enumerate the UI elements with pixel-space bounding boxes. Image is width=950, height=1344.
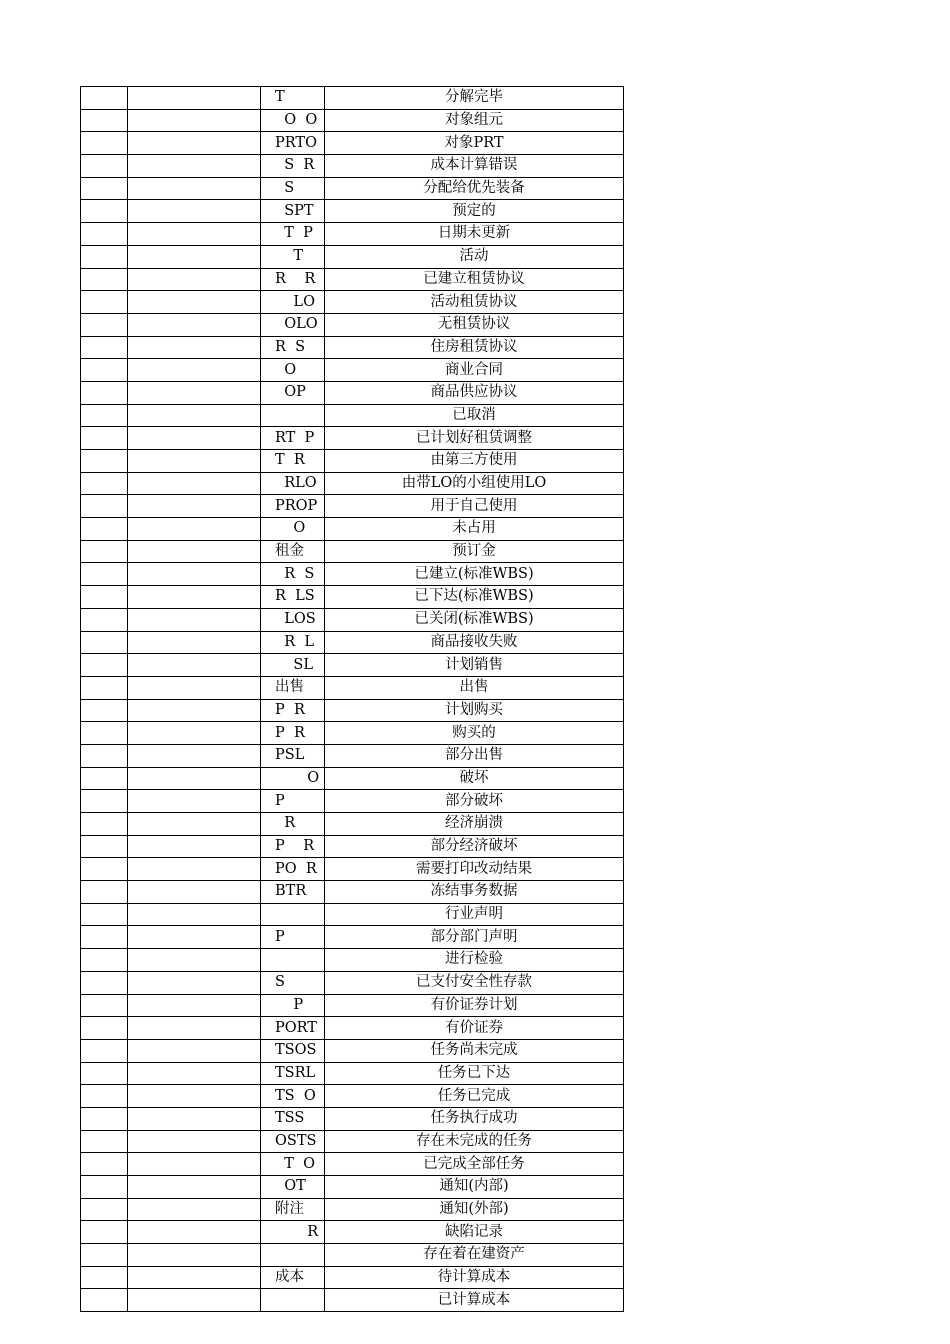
status-description-cell[interactable]: 需要打印改动结果 xyxy=(325,858,624,881)
status-description-cell[interactable]: 已计算成本 xyxy=(325,1289,624,1312)
status-code-cell[interactable]: PRTO xyxy=(261,132,325,155)
status-description-cell[interactable]: 已下达(标准WBS) xyxy=(325,586,624,609)
table-row xyxy=(81,767,624,790)
status-code-cell[interactable]: T xyxy=(261,245,325,268)
empty-cell[interactable] xyxy=(128,971,261,994)
status-code-cell[interactable]: PO R xyxy=(261,858,325,881)
empty-cell[interactable] xyxy=(128,336,261,359)
row-index-cell[interactable] xyxy=(81,790,128,813)
status-description-cell[interactable]: 活动 xyxy=(325,245,624,268)
status-code-cell[interactable] xyxy=(261,404,325,427)
row-index-cell[interactable] xyxy=(81,427,128,450)
empty-cell[interactable] xyxy=(128,518,261,541)
status-description-cell[interactable]: 成本计算错误 xyxy=(325,155,624,178)
table-row xyxy=(81,858,624,881)
status-description-cell[interactable]: 分配给优先装备 xyxy=(325,177,624,200)
status-code-cell[interactable]: R LS xyxy=(261,586,325,609)
status-description-cell[interactable]: 用于自己使用 xyxy=(325,495,624,518)
table-row xyxy=(81,1130,624,1153)
table-row xyxy=(81,336,624,359)
status-description-cell[interactable]: 已取消 xyxy=(325,404,624,427)
status-code-cell[interactable] xyxy=(261,903,325,926)
table-row xyxy=(81,1062,624,1085)
empty-cell[interactable] xyxy=(128,404,261,427)
status-description-cell[interactable]: 出售 xyxy=(325,676,624,699)
row-index-cell[interactable] xyxy=(81,722,128,745)
row-index-cell[interactable] xyxy=(81,971,128,994)
empty-cell[interactable] xyxy=(128,223,261,246)
table-row xyxy=(81,994,624,1017)
table-row xyxy=(81,1289,624,1312)
row-index-cell[interactable] xyxy=(81,1153,128,1176)
status-code-cell[interactable]: BTR xyxy=(261,881,325,904)
status-description-cell[interactable]: 已建立(标准WBS) xyxy=(325,563,624,586)
status-table-body xyxy=(81,87,624,1312)
row-index-cell[interactable] xyxy=(81,495,128,518)
empty-cell[interactable] xyxy=(128,949,261,972)
table-row xyxy=(81,200,624,223)
status-description-cell[interactable]: 无租赁协议 xyxy=(325,313,624,336)
row-index-cell[interactable] xyxy=(81,1198,128,1221)
status-description-cell[interactable]: 购买的 xyxy=(325,722,624,745)
row-index-cell[interactable] xyxy=(81,858,128,881)
row-index-cell[interactable] xyxy=(81,404,128,427)
status-description-cell[interactable]: 任务执行成功 xyxy=(325,1107,624,1130)
status-code-cell[interactable] xyxy=(261,1289,325,1312)
status-description-cell[interactable]: 对象PRT xyxy=(325,132,624,155)
status-code-cell[interactable]: P xyxy=(261,790,325,813)
status-code-cell[interactable]: P xyxy=(261,926,325,949)
table-row xyxy=(81,109,624,132)
table-row xyxy=(81,631,624,654)
row-index-cell[interactable] xyxy=(81,223,128,246)
table-row xyxy=(81,881,624,904)
empty-cell[interactable] xyxy=(128,1039,261,1062)
status-code-cell[interactable]: T R xyxy=(261,450,325,473)
status-description-cell[interactable]: 任务尚未完成 xyxy=(325,1039,624,1062)
row-index-cell[interactable] xyxy=(81,313,128,336)
status-description-cell[interactable]: 商业合同 xyxy=(325,359,624,382)
status-code-cell[interactable]: 出售 xyxy=(261,676,325,699)
status-description-cell[interactable]: 存在着在建资产 xyxy=(325,1244,624,1267)
row-index-cell[interactable] xyxy=(81,1130,128,1153)
row-index-cell[interactable] xyxy=(81,268,128,291)
status-code-cell[interactable]: PROP xyxy=(261,495,325,518)
empty-cell[interactable] xyxy=(128,313,261,336)
row-index-cell[interactable] xyxy=(81,336,128,359)
table-row xyxy=(81,926,624,949)
status-code-cell[interactable]: P R xyxy=(261,699,325,722)
status-description-cell[interactable]: 经济崩溃 xyxy=(325,813,624,836)
empty-cell[interactable] xyxy=(128,1221,261,1244)
status-code-cell[interactable]: PSL xyxy=(261,744,325,767)
row-index-cell[interactable] xyxy=(81,994,128,1017)
empty-cell[interactable] xyxy=(128,1244,261,1267)
table-row xyxy=(81,1107,624,1130)
row-index-cell[interactable] xyxy=(81,926,128,949)
status-description-cell[interactable]: 住房租赁协议 xyxy=(325,336,624,359)
status-description-cell[interactable]: 未占用 xyxy=(325,518,624,541)
row-index-cell[interactable] xyxy=(81,359,128,382)
empty-cell[interactable] xyxy=(128,1107,261,1130)
status-code-cell[interactable] xyxy=(261,949,325,972)
table-row xyxy=(81,495,624,518)
status-description-cell[interactable]: 计划销售 xyxy=(325,654,624,677)
table-row xyxy=(81,586,624,609)
row-index-cell[interactable] xyxy=(81,1062,128,1085)
status-description-cell[interactable]: 由第三方使用 xyxy=(325,450,624,473)
empty-cell[interactable] xyxy=(128,200,261,223)
row-index-cell[interactable] xyxy=(81,381,128,404)
table-row xyxy=(81,404,624,427)
empty-cell[interactable] xyxy=(128,427,261,450)
status-description-cell[interactable]: 已完成全部任务 xyxy=(325,1153,624,1176)
status-description-cell[interactable]: 任务已下达 xyxy=(325,1062,624,1085)
table-row xyxy=(81,971,624,994)
empty-cell[interactable] xyxy=(128,155,261,178)
row-index-cell[interactable] xyxy=(81,291,128,314)
table-row xyxy=(81,813,624,836)
row-index-cell[interactable] xyxy=(81,903,128,926)
status-description-cell[interactable]: 已支付安全性存款 xyxy=(325,971,624,994)
row-index-cell[interactable] xyxy=(81,177,128,200)
table-row xyxy=(81,427,624,450)
status-code-cell[interactable]: TSRL xyxy=(261,1062,325,1085)
status-code-cell[interactable]: 附注 xyxy=(261,1198,325,1221)
empty-cell[interactable] xyxy=(128,1153,261,1176)
table-row xyxy=(81,313,624,336)
status-description-cell[interactable]: 部分破坏 xyxy=(325,790,624,813)
row-index-cell[interactable] xyxy=(81,1176,128,1199)
table-row xyxy=(81,518,624,541)
empty-cell[interactable] xyxy=(128,1017,261,1040)
status-description-cell[interactable]: 行业声明 xyxy=(325,903,624,926)
status-code-cell[interactable]: TSS xyxy=(261,1107,325,1130)
status-code-cell[interactable]: PORT xyxy=(261,1017,325,1040)
status-code-cell[interactable]: T P xyxy=(261,223,325,246)
status-description-cell[interactable]: 通知(内部) xyxy=(325,1176,624,1199)
table-row xyxy=(81,835,624,858)
row-index-cell[interactable] xyxy=(81,450,128,473)
status-code-cell[interactable]: LO xyxy=(261,291,325,314)
row-index-cell[interactable] xyxy=(81,949,128,972)
status-code-cell[interactable]: RT P xyxy=(261,427,325,450)
status-code-cell[interactable]: O xyxy=(261,359,325,382)
empty-cell[interactable] xyxy=(128,654,261,677)
status-code-cell[interactable]: OT xyxy=(261,1176,325,1199)
status-code-cell[interactable]: P xyxy=(261,994,325,1017)
status-code-cell[interactable]: R R xyxy=(261,268,325,291)
empty-cell[interactable] xyxy=(128,1062,261,1085)
empty-cell[interactable] xyxy=(128,472,261,495)
row-index-cell[interactable] xyxy=(81,699,128,722)
status-description-cell[interactable]: 分解完毕 xyxy=(325,87,624,110)
table-row xyxy=(81,1176,624,1199)
table-row xyxy=(81,1198,624,1221)
row-index-cell[interactable] xyxy=(81,472,128,495)
status-description-cell[interactable]: 由带LO的小组使用LO xyxy=(325,472,624,495)
table-row xyxy=(81,1153,624,1176)
status-code-cell[interactable]: S xyxy=(261,177,325,200)
row-index-cell[interactable] xyxy=(81,586,128,609)
status-code-cell[interactable]: TSOS xyxy=(261,1039,325,1062)
empty-cell[interactable] xyxy=(128,177,261,200)
empty-cell[interactable] xyxy=(128,858,261,881)
status-description-cell[interactable]: 已计划好租赁调整 xyxy=(325,427,624,450)
status-table xyxy=(80,86,624,1312)
status-description-cell[interactable]: 缺陷记录 xyxy=(325,1221,624,1244)
row-index-cell[interactable] xyxy=(81,881,128,904)
status-code-cell[interactable]: 成本 xyxy=(261,1266,325,1289)
status-code-cell[interactable]: T xyxy=(261,87,325,110)
table-row xyxy=(81,359,624,382)
row-index-cell[interactable] xyxy=(81,1266,128,1289)
status-code-cell[interactable]: P R xyxy=(261,722,325,745)
empty-cell[interactable] xyxy=(128,495,261,518)
status-description-cell[interactable]: 预定的 xyxy=(325,200,624,223)
status-code-cell[interactable]: SL xyxy=(261,654,325,677)
row-index-cell[interactable] xyxy=(81,132,128,155)
empty-cell[interactable] xyxy=(128,291,261,314)
status-code-cell[interactable]: TS O xyxy=(261,1085,325,1108)
status-description-cell[interactable]: 已关闭(标准WBS) xyxy=(325,608,624,631)
status-description-cell[interactable]: 已建立租赁协议 xyxy=(325,268,624,291)
empty-cell[interactable] xyxy=(128,699,261,722)
table-row xyxy=(81,268,624,291)
row-index-cell[interactable] xyxy=(81,540,128,563)
row-index-cell[interactable] xyxy=(81,1085,128,1108)
row-index-cell[interactable] xyxy=(81,744,128,767)
status-description-cell[interactable]: 对象组元 xyxy=(325,109,624,132)
status-code-cell[interactable]: SPT xyxy=(261,200,325,223)
row-index-cell[interactable] xyxy=(81,654,128,677)
table-row xyxy=(81,177,624,200)
empty-cell[interactable] xyxy=(128,1176,261,1199)
empty-cell[interactable] xyxy=(128,586,261,609)
empty-cell[interactable] xyxy=(128,1130,261,1153)
row-index-cell[interactable] xyxy=(81,631,128,654)
empty-cell[interactable] xyxy=(128,540,261,563)
status-description-cell[interactable]: 破坏 xyxy=(325,767,624,790)
empty-cell[interactable] xyxy=(128,676,261,699)
empty-cell[interactable] xyxy=(128,563,261,586)
status-description-cell[interactable]: 进行检验 xyxy=(325,949,624,972)
row-index-cell[interactable] xyxy=(81,563,128,586)
empty-cell[interactable] xyxy=(128,109,261,132)
status-description-cell[interactable]: 通知(外部) xyxy=(325,1198,624,1221)
table-row xyxy=(81,87,624,110)
row-index-cell[interactable] xyxy=(81,1244,128,1267)
empty-cell[interactable] xyxy=(128,722,261,745)
status-code-cell[interactable]: OLO xyxy=(261,313,325,336)
row-index-cell[interactable] xyxy=(81,813,128,836)
table-row xyxy=(81,1266,624,1289)
status-code-cell[interactable]: S xyxy=(261,971,325,994)
empty-cell[interactable] xyxy=(128,994,261,1017)
table-row xyxy=(81,472,624,495)
empty-cell[interactable] xyxy=(128,744,261,767)
row-index-cell[interactable] xyxy=(81,155,128,178)
status-description-cell[interactable]: 商品接收失败 xyxy=(325,631,624,654)
table-row xyxy=(81,744,624,767)
table-row xyxy=(81,1244,624,1267)
table-row xyxy=(81,563,624,586)
status-description-cell[interactable]: 部分经济破坏 xyxy=(325,835,624,858)
status-description-cell[interactable]: 待计算成本 xyxy=(325,1266,624,1289)
table-row xyxy=(81,903,624,926)
table-row xyxy=(81,676,624,699)
status-code-cell[interactable]: O xyxy=(261,767,325,790)
table-row xyxy=(81,155,624,178)
table-row xyxy=(81,1221,624,1244)
table-row xyxy=(81,949,624,972)
row-index-cell[interactable] xyxy=(81,245,128,268)
empty-cell[interactable] xyxy=(128,381,261,404)
empty-cell[interactable] xyxy=(128,767,261,790)
status-code-cell[interactable]: R L xyxy=(261,631,325,654)
empty-cell[interactable] xyxy=(128,1289,261,1312)
status-code-cell[interactable]: LOS xyxy=(261,608,325,631)
empty-cell[interactable] xyxy=(128,450,261,473)
row-index-cell[interactable] xyxy=(81,109,128,132)
empty-cell[interactable] xyxy=(128,631,261,654)
table-row xyxy=(81,540,624,563)
empty-cell[interactable] xyxy=(128,132,261,155)
status-code-cell[interactable]: OSTS xyxy=(261,1130,325,1153)
status-code-cell[interactable]: S R xyxy=(261,155,325,178)
table-row xyxy=(81,608,624,631)
row-index-cell[interactable] xyxy=(81,1107,128,1130)
status-code-cell[interactable]: OP xyxy=(261,381,325,404)
status-code-cell[interactable] xyxy=(261,1244,325,1267)
status-description-cell[interactable]: 冻结事务数据 xyxy=(325,881,624,904)
empty-cell[interactable] xyxy=(128,268,261,291)
table-row xyxy=(81,291,624,314)
status-code-cell[interactable]: RLO xyxy=(261,472,325,495)
status-code-cell[interactable]: O xyxy=(261,518,325,541)
status-code-cell[interactable]: 租金 xyxy=(261,540,325,563)
empty-cell[interactable] xyxy=(128,903,261,926)
table-row xyxy=(81,450,624,473)
table-row xyxy=(81,245,624,268)
empty-cell[interactable] xyxy=(128,608,261,631)
empty-cell[interactable] xyxy=(128,881,261,904)
table-row xyxy=(81,1039,624,1062)
status-code-cell[interactable]: R S xyxy=(261,563,325,586)
row-index-cell[interactable] xyxy=(81,1289,128,1312)
row-index-cell[interactable] xyxy=(81,200,128,223)
empty-cell[interactable] xyxy=(128,1085,261,1108)
empty-cell[interactable] xyxy=(128,1198,261,1221)
status-description-cell[interactable]: 日期未更新 xyxy=(325,223,624,246)
empty-cell[interactable] xyxy=(128,835,261,858)
row-index-cell[interactable] xyxy=(81,1221,128,1244)
table-row xyxy=(81,699,624,722)
empty-cell[interactable] xyxy=(128,245,261,268)
empty-cell[interactable] xyxy=(128,790,261,813)
status-code-cell[interactable]: R xyxy=(261,813,325,836)
table-row xyxy=(81,223,624,246)
status-code-cell[interactable]: O O xyxy=(261,109,325,132)
row-index-cell[interactable] xyxy=(81,835,128,858)
status-description-cell[interactable]: 预订金 xyxy=(325,540,624,563)
empty-cell[interactable] xyxy=(128,87,261,110)
empty-cell[interactable] xyxy=(128,359,261,382)
empty-cell[interactable] xyxy=(128,926,261,949)
status-description-cell[interactable]: 有价证券 xyxy=(325,1017,624,1040)
table-row xyxy=(81,790,624,813)
status-code-cell[interactable]: R xyxy=(261,1221,325,1244)
empty-cell[interactable] xyxy=(128,813,261,836)
row-index-cell[interactable] xyxy=(81,87,128,110)
status-description-cell[interactable]: 部分出售 xyxy=(325,744,624,767)
status-description-cell[interactable]: 存在未完成的任务 xyxy=(325,1130,624,1153)
empty-cell[interactable] xyxy=(128,1266,261,1289)
status-code-cell[interactable]: P R xyxy=(261,835,325,858)
row-index-cell[interactable] xyxy=(81,676,128,699)
status-description-cell[interactable]: 计划购买 xyxy=(325,699,624,722)
status-description-cell[interactable]: 活动租赁协议 xyxy=(325,291,624,314)
status-code-cell[interactable]: T O xyxy=(261,1153,325,1176)
table-row xyxy=(81,132,624,155)
status-description-cell[interactable]: 有价证券计划 xyxy=(325,994,624,1017)
table-row xyxy=(81,654,624,677)
row-index-cell[interactable] xyxy=(81,1017,128,1040)
status-description-cell[interactable]: 商品供应协议 xyxy=(325,381,624,404)
row-index-cell[interactable] xyxy=(81,767,128,790)
status-description-cell[interactable]: 任务已完成 xyxy=(325,1085,624,1108)
status-description-cell[interactable]: 部分部门声明 xyxy=(325,926,624,949)
status-code-cell[interactable]: R S xyxy=(261,336,325,359)
row-index-cell[interactable] xyxy=(81,608,128,631)
row-index-cell[interactable] xyxy=(81,1039,128,1062)
table-row xyxy=(81,1017,624,1040)
row-index-cell[interactable] xyxy=(81,518,128,541)
table-row xyxy=(81,1085,624,1108)
table-row xyxy=(81,722,624,745)
table-row xyxy=(81,381,624,404)
